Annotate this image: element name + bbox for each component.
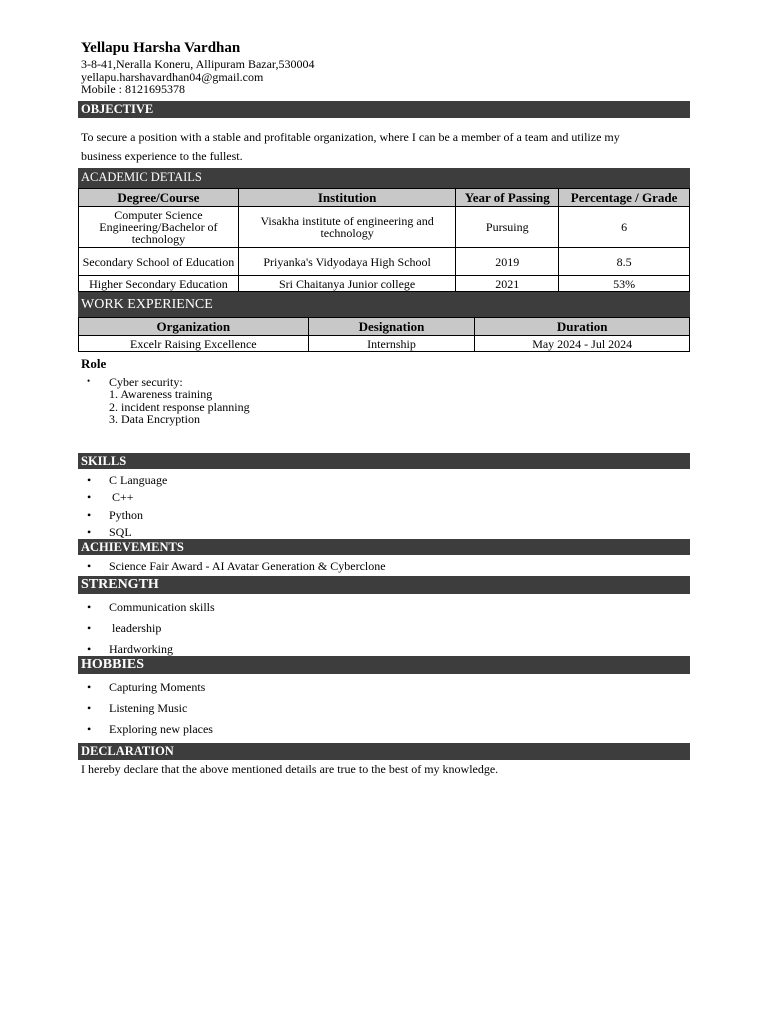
achievements-heading: ACHIEVEMENTS: [78, 539, 690, 555]
declaration-heading: DECLARATION: [78, 743, 690, 760]
hobbies-list: [78, 677, 213, 740]
col-degree: Degree/Course: [79, 189, 239, 207]
bullet-icon: •: [87, 600, 92, 614]
list-item: 3. Data Encryption: [109, 412, 200, 426]
table-row: [79, 207, 690, 248]
skill-text: C++: [109, 490, 134, 505]
table-row: [79, 276, 690, 292]
list-item: 1. Awareness training: [109, 387, 213, 401]
col-institution: Institution: [238, 189, 456, 207]
bullet-icon: •: [87, 642, 92, 656]
duration-cell: May 2024 - Jul 2024: [475, 336, 690, 352]
strength-text: Hardworking: [109, 642, 173, 656]
degree-cell: Computer Science Engineering/Bachelor of technology: [79, 207, 239, 248]
list-item: [78, 597, 215, 618]
bullet-icon: •: [87, 524, 92, 539]
academic-table: [78, 188, 690, 292]
hobby-text: Listening Music: [109, 701, 188, 715]
achievement-text: Science Fair Award - AI Avatar Generation & Cyberclone: [109, 559, 386, 573]
year-cell: 2019: [456, 248, 559, 276]
list-item: 2. incident response planning: [109, 399, 250, 414]
list-item: [78, 472, 167, 489]
candidate-name: Yellapu Harsha Vardhan: [81, 40, 241, 56]
academic-header-row: [79, 189, 690, 207]
email[interactable]: yellapu.harshavardhan04@gmail.com: [81, 69, 264, 84]
address: 3-8-41,Neralla Koneru, Allipuram Bazar,530004: [81, 57, 315, 71]
grade-cell: 6: [559, 207, 690, 248]
academic-heading: ACADEMIC DETAILS: [78, 168, 690, 188]
table-row: [79, 336, 690, 352]
skills-heading: SKILLS: [78, 453, 690, 469]
table-row: [79, 248, 690, 276]
strength-list: [78, 597, 215, 660]
col-organization: Organization: [79, 318, 309, 336]
role-bullet-text: Cyber security:: [109, 375, 183, 389]
mobile: Mobile : 8121695378: [81, 82, 185, 96]
col-designation: Designation: [308, 318, 475, 336]
work-heading: WORK EXPERIENCE: [78, 292, 690, 317]
bullet-icon: •: [87, 507, 92, 522]
role-heading: Role: [81, 356, 107, 371]
institution-cell: Visakha institute of engineering and technology: [238, 207, 456, 248]
contact-block: [81, 58, 314, 96]
list-item: [78, 618, 215, 639]
skill-text: C Language: [109, 473, 168, 487]
hobby-text: Exploring new places: [109, 722, 213, 736]
grade-cell: 53%: [559, 276, 690, 292]
bullet-icon: •: [87, 490, 92, 505]
bullet-icon: •: [87, 376, 91, 386]
designation-cell: Internship: [308, 336, 475, 352]
col-duration: Duration: [475, 318, 690, 336]
institution-cell: Sri Chaitanya Junior college: [238, 276, 456, 292]
strength-text: leadership: [109, 621, 162, 635]
role-sublist: [78, 388, 250, 426]
objective-heading: OBJECTIVE: [78, 101, 690, 118]
list-item: [78, 559, 386, 574]
hobby-text: Capturing Moments: [109, 680, 206, 694]
objective-line-1: To secure a position with a stable and profitable organization, where I can be a member of a team and utilize my: [81, 130, 620, 144]
list-item: [78, 489, 167, 506]
list-item: [78, 698, 213, 719]
work-table: [78, 317, 690, 352]
bullet-icon: •: [87, 722, 92, 736]
objective-line-2: business experience to the fullest.: [81, 149, 243, 163]
institution-cell: Priyanka's Vidyodaya High School: [238, 248, 456, 276]
list-item: [78, 719, 213, 740]
bullet-icon: •: [87, 473, 92, 487]
grade-cell: 8.5: [559, 248, 690, 276]
skill-text: SQL: [109, 524, 132, 539]
strength-heading: STRENGTH: [78, 576, 690, 594]
list-item: [78, 507, 167, 524]
col-grade: Percentage / Grade: [559, 189, 690, 207]
work-header-row: [79, 318, 690, 336]
strength-text: Communication skills: [109, 600, 215, 614]
degree-cell: Higher Secondary Education: [79, 276, 239, 292]
col-year: Year of Passing: [456, 189, 559, 207]
bullet-icon: •: [87, 621, 92, 635]
declaration-text: I hereby declare that the above mentioned details are true to the best of my knowledge.: [81, 762, 499, 776]
bullet-icon: •: [87, 680, 92, 694]
degree-cell: Secondary School of Education: [79, 248, 239, 276]
hobbies-heading: HOBBIES: [78, 656, 690, 674]
skills-list: [78, 472, 167, 541]
year-cell: 2021: [456, 276, 559, 292]
skill-text: Python: [109, 507, 144, 522]
achievements-list: [78, 559, 386, 574]
objective-text: [81, 128, 681, 166]
bullet-icon: •: [87, 559, 92, 573]
bullet-icon: •: [87, 701, 92, 715]
list-item: [78, 677, 213, 698]
year-cell: Pursuing: [456, 207, 559, 248]
organization-cell: Excelr Raising Excellence: [79, 336, 309, 352]
